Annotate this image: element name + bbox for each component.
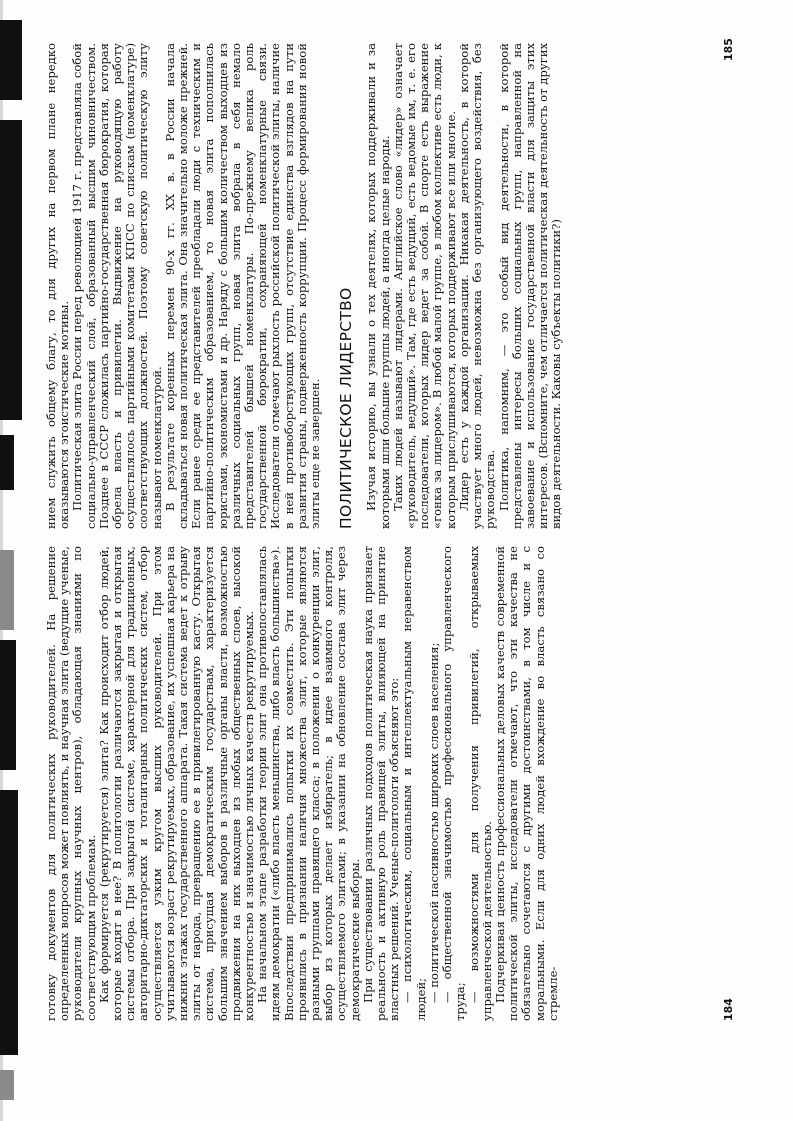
section-heading: ПОЛИТИЧЕСКОЕ ЛИДЕРСТВО [337, 287, 356, 529]
scan-shadow [0, 550, 14, 630]
left-page-text [45, 546, 560, 1021]
scan-shadow [0, 435, 14, 490]
paragraph: Изучая историю, вы узнали о тех деятелях, которых поддерживали и за которыми шли большие группы людей, а иногда целые народы. [364, 43, 392, 529]
scan-shadow [0, 790, 18, 1055]
scan-shadow [0, 640, 16, 770]
paragraph: Лидер есть у каждой организации. Никакая деятельность, в которой участвует много людей, невозможна без организующего воздействия, без руководства. [456, 43, 498, 529]
paragraph: Политика, напомним, — это особый вид деятельности, в которой представлены интересы больших социальных групп, направленной на завоевание и использование государственной власти для защиты этих интересов. (Вспомните, чем отличается политическая деятельность от других видов деятельности. Каковы субъекты политики?) [496, 43, 564, 529]
list-item: — психологическим, социальным и интеллектуальным неравенством людей; [400, 546, 428, 1021]
paragraph: готовку документов для политических руководителей. На решение определенных вопросов может повлиять, и научная элита (ведущие ученые, руководители крупных научных центров), обладающая знаниями по соответствующим проблемам. [44, 546, 98, 1021]
paragraph: На начальном этапе разработки теории элит она противопоставлялась идеям демократии («либо власть меньшинства, либо власть большинства»). Впоследствии предпринимались попытки их совместить. Эти попытки проявились в признании наличия множества элит, которые являются разными группами правящего класса; в положении о конкуренции элит, выбор из которых делает избиратель; в идее взаимного контроля, осуществляемого элитами; в указании на обновление состава элит через демократические выборы. [255, 546, 362, 1021]
right-page-text [45, 43, 564, 529]
paragraph: нием служить общему благу, то для других на первом плане нередко оказываются эгоистические мотивы. [44, 43, 72, 529]
paragraph: Таких людей называют лидерами. Английское слово «лидер» означает «руководитель, ведущий». Там, где есть ведущий, есть ведомые им, т. е. его последователи, которых лидер ведет за собой. В спорте есть выражение «гонка за лидером». В любой малой группе, в любом коллективе есть люди, к которым прислушиваются, которых поддерживают все или многие. [390, 43, 458, 529]
paragraph: При существовании различных подходов политическая наука признает реальность и активную роль правящей элиты, влияющей на принятие властных решений. Ученые-политологи объясняют это: [360, 546, 402, 1021]
list-item: — возможностями для получения привилегий, открываемых управленческой деятельностью. [466, 546, 494, 1021]
scan-shadow [0, 20, 22, 100]
list-item: — общественной значимостью профессионального управленческого труда; [440, 546, 468, 1021]
paragraph: Политическая элита России перед революцией 1917 г. представляла собой социально-управленческий слой, образованный высшим чиновничеством. Позднее в СССР сложилась партийно-государственная бюрократия, которая обрела власть и привилегии. Выдвижение на руководящую работу осуществлялось партийными комитетами КПСС по спискам (номенклатуре) соответствующих должностей. Поэтому советскую политическую элиту называют номенклатурой. [70, 43, 164, 529]
list-item: — политической пассивностью широких слоев населения; [426, 642, 441, 1003]
scan-shadow [0, 120, 22, 420]
scan-shadow [0, 1070, 14, 1100]
paragraph: Подчеркивая ценность профессиональных деловых качеств современной политической элиты, исследователи отмечают, что эти качества не обязательно сочетаются с другими достоинствами, в том числе и с моральными. Если для одних людей вхождение во власть связано со стремле- [492, 546, 560, 1021]
page-number-left: 184 [722, 998, 735, 1021]
page-number-right: 185 [722, 38, 735, 61]
paragraph: Как формируется (рекрутируется) элита? Как происходит отбор людей, которые входят в нее? В политологии различаются закрытая и открытая системы отбора. При закрытой системе, характерной для традиционных, авторитарно-диктаторских и тоталитарных политических систем, отбор осуществляется узким кругом высших руководителей. При этом учитываются возраст рекрутируемых, образование, их успешная карьера на нижних этажах государственного аппарата. Такая система ведет к отрыву элиты от народа, превращению ее в привилегированную касту. Открытая система, присущая демократическим государствам, характеризуется большим значением выборов в различные органы власти, возможностью продвижения на них выходцев из любых общественных слоев, высокой конкурентностью и значимостью личных качеств рекрутируемых. [96, 546, 257, 1021]
paragraph: В результате коренных перемен 90-х гг. XX в. в России начала складываться новая политическая элита. Она значительно моложе прежней. Если ранее среди ее представителей преобладали люди с техническим и партийно-политическим образованием, то новая элита пополнилась юристами, экономистами и др. Наряду с большим количеством выходцев из различных социальных групп, новая элита вобрала в себя немало представителей бывшей номенклатуры. По-прежнему велика роль государственной бюрократии, сохраняющей номенклатурные связи. Исследователи отмечают рыхлость российской политической элиты, наличие в ней противоборствующих групп, отсутствие единства взглядов на пути развития страны, подверженность коррупции. Процесс формирования новой элиты еще не завершен. [162, 43, 323, 529]
